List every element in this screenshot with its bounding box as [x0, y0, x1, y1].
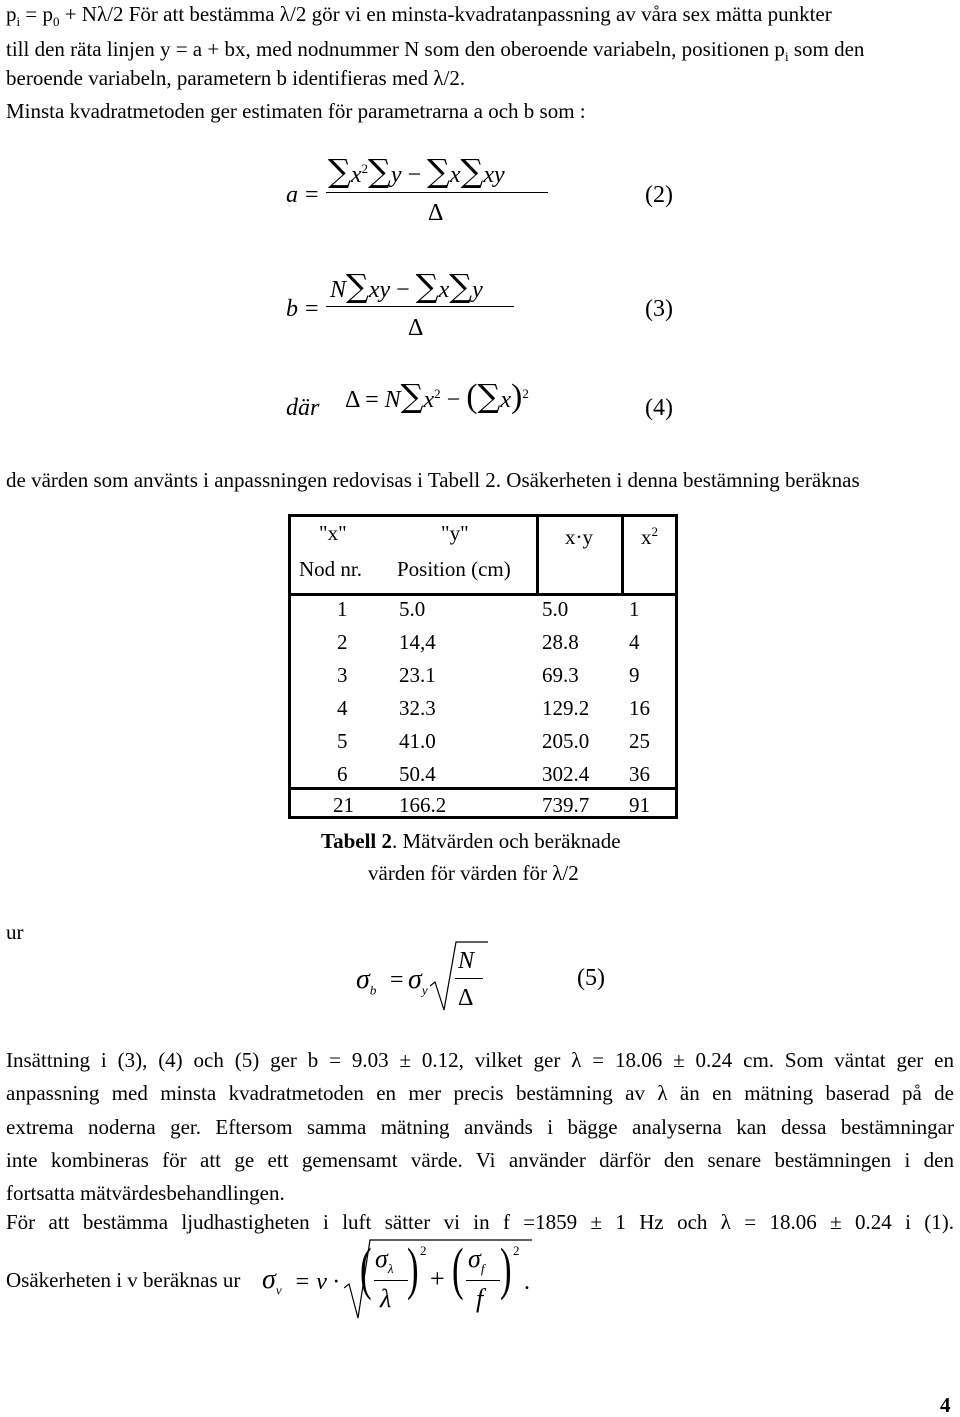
header-x-sub: Nod nr. — [299, 557, 362, 581]
intro-line-4: Minsta kvadratmetoden ger estimaten för parametrarna a och b som : — [6, 99, 586, 123]
final-t2-bar — [466, 1280, 500, 1281]
header-y-label: "y" — [441, 521, 469, 545]
eq2-fraction-bar — [326, 192, 548, 193]
final-t1-numerator: $\sigma_\lambda$ — [375, 1244, 394, 1277]
final-t2-square: 2 — [513, 1243, 520, 1258]
table-cell: 1 — [337, 597, 348, 621]
table-cell: 69.3 — [542, 663, 579, 687]
table-header-rule — [291, 593, 675, 596]
final-period: . — [524, 1269, 530, 1295]
eq2-numerator: $\sum x^2\sum y - \sum x\sum xy$ — [328, 152, 505, 190]
table-cell: 129.2 — [542, 696, 590, 720]
table-cell: 4 — [337, 696, 348, 720]
header-y-sub: Position (cm) — [397, 557, 511, 581]
table-cell: 14,4 — [399, 630, 436, 654]
eq2-lhs: a — [286, 182, 298, 208]
body-line-6: För att bestämma ljudhastigheten i luft sätter vi in f =1859 ± 1 Hz och λ = 18.06 ± 0.24 i (1). — [6, 1210, 954, 1234]
table-caption-line-1: Tabell 2. Mätvärden och beräknade — [321, 829, 621, 853]
body-line-5: fortsatta mätvärdesbehandlingen. — [6, 1181, 285, 1205]
table-cell: 5.0 — [542, 597, 569, 621]
eq4-number: (4) — [645, 395, 673, 421]
data-table — [288, 514, 678, 819]
table-cell: 50.4 — [399, 762, 436, 786]
eq3-denominator: Δ — [408, 315, 424, 341]
final-eq-equals: = v · — [294, 1269, 339, 1295]
table-cell: 25 — [629, 729, 650, 753]
eq4-body: $\Delta = N\sum x^2 - (\sum x)^2$ — [345, 377, 529, 415]
header-xy: x·y — [565, 525, 593, 549]
table-cell: 16 — [629, 696, 650, 720]
eq5-lhs: $\sigma_b$ — [356, 964, 377, 998]
eq3-numerator: N∑xy − ∑x∑y — [330, 267, 483, 305]
table-cell: 5.0 — [399, 597, 426, 621]
eq2-denominator: Δ — [428, 200, 444, 226]
table-cell: 32.3 — [399, 696, 436, 720]
table-sum-cell: 166.2 — [399, 793, 447, 817]
eq5-number: (5) — [577, 965, 605, 991]
final-t1-square: 2 — [420, 1243, 427, 1258]
text-mid: de värden som använts i anpassningen redovisas i Tabell 2. Osäkerheten i denna bestämning beräknas — [6, 468, 860, 492]
final-t1-bar — [374, 1280, 408, 1281]
table-cell: 23.1 — [399, 663, 436, 687]
table-cell: 5 — [337, 729, 348, 753]
eq2-equals: = — [305, 182, 319, 208]
intro-line-3: beroende variabeln, parametern b identifieras med λ/2. — [6, 66, 466, 90]
table-sum-cell: 21 — [333, 793, 354, 817]
table-cell: 302.4 — [542, 762, 590, 786]
table-caption-line-2: värden för värden för λ/2 — [368, 861, 579, 885]
table-cell: 2 — [337, 630, 348, 654]
table-cell: 36 — [629, 762, 650, 786]
table-cell: 1 — [629, 597, 640, 621]
eq5-equals: = — [390, 967, 404, 993]
final-paren-right-2: ) — [500, 1236, 512, 1301]
table-cell: 3 — [337, 663, 348, 687]
table-sum-cell: 91 — [629, 793, 650, 817]
eq5-root-denominator: Δ — [458, 985, 474, 1011]
table-divider — [536, 517, 539, 596]
eq5-fraction-bar — [455, 978, 483, 979]
ur-label: ur — [6, 920, 24, 944]
eq3-equals: = — [305, 296, 319, 322]
table-divider — [621, 517, 624, 596]
intro-line-2: till den räta linjen y = a + bx, med nodnummer N som den oberoende variabeln, positionen $p_i$ som den — [6, 37, 865, 65]
eq3-fraction-bar — [326, 306, 514, 307]
final-paren-left-2: ( — [452, 1236, 464, 1301]
eq5-rhs: $\sigma_y$ — [408, 964, 428, 998]
final-eq-lhs: $\sigma_v$ — [262, 1264, 282, 1298]
eq2-number: (2) — [645, 182, 673, 208]
eq4-prefix: där — [286, 395, 320, 421]
eq3-number: (3) — [645, 296, 673, 322]
final-t2-numerator: $\sigma_f$ — [468, 1244, 485, 1277]
body-line-4: inte kombineras för att ge ett gemensamt värde. Vi använder därför den senare bestämningen i den — [6, 1148, 954, 1172]
final-plus: + — [430, 1264, 445, 1293]
eq5-root-numerator: N — [458, 948, 475, 974]
table-cell: 6 — [337, 762, 348, 786]
intro-line-1: $p_i = p_0 + N\lambda/2$ För att bestämma λ/2 gör vi en minsta-kvadratanpassning av våra sex mätta punkter — [6, 2, 832, 30]
body-line-3: extrema noderna ger. Eftersom samma mätning används i bägge analyserna kan dessa bestämningar — [6, 1115, 954, 1139]
table-cell: 28.8 — [542, 630, 579, 654]
eq3-lhs: b — [286, 296, 298, 322]
final-paren-right-1: ) — [407, 1236, 419, 1301]
table-cell: 9 — [629, 663, 640, 687]
final-t1-denominator: λ — [380, 1284, 392, 1313]
table-sum-rule — [291, 787, 675, 790]
table-cell: 41.0 — [399, 729, 436, 753]
table-sum-cell: 739.7 — [542, 793, 590, 817]
body-line-2: anpassning med minsta kvadratmetoden en mer precis bestämning av λ än en mätning baserad på de — [6, 1081, 954, 1105]
page-number: 4 — [940, 1393, 951, 1417]
table-cell: 4 — [629, 630, 640, 654]
header-x2: $x^2$ — [641, 524, 658, 549]
final-eq-prefix: Osäkerheten i v beräknas ur — [6, 1268, 241, 1292]
final-paren-left-1: ( — [360, 1236, 372, 1301]
final-t2-denominator: f — [476, 1284, 484, 1313]
table-cell: 205.0 — [542, 729, 590, 753]
header-x-label: "x" — [319, 521, 347, 545]
body-line-1: Insättning i (3), (4) och (5) ger b = 9.03 ± 0.12, vilket ger λ = 18.06 ± 0.24 cm. Som väntat ger en — [6, 1048, 954, 1072]
